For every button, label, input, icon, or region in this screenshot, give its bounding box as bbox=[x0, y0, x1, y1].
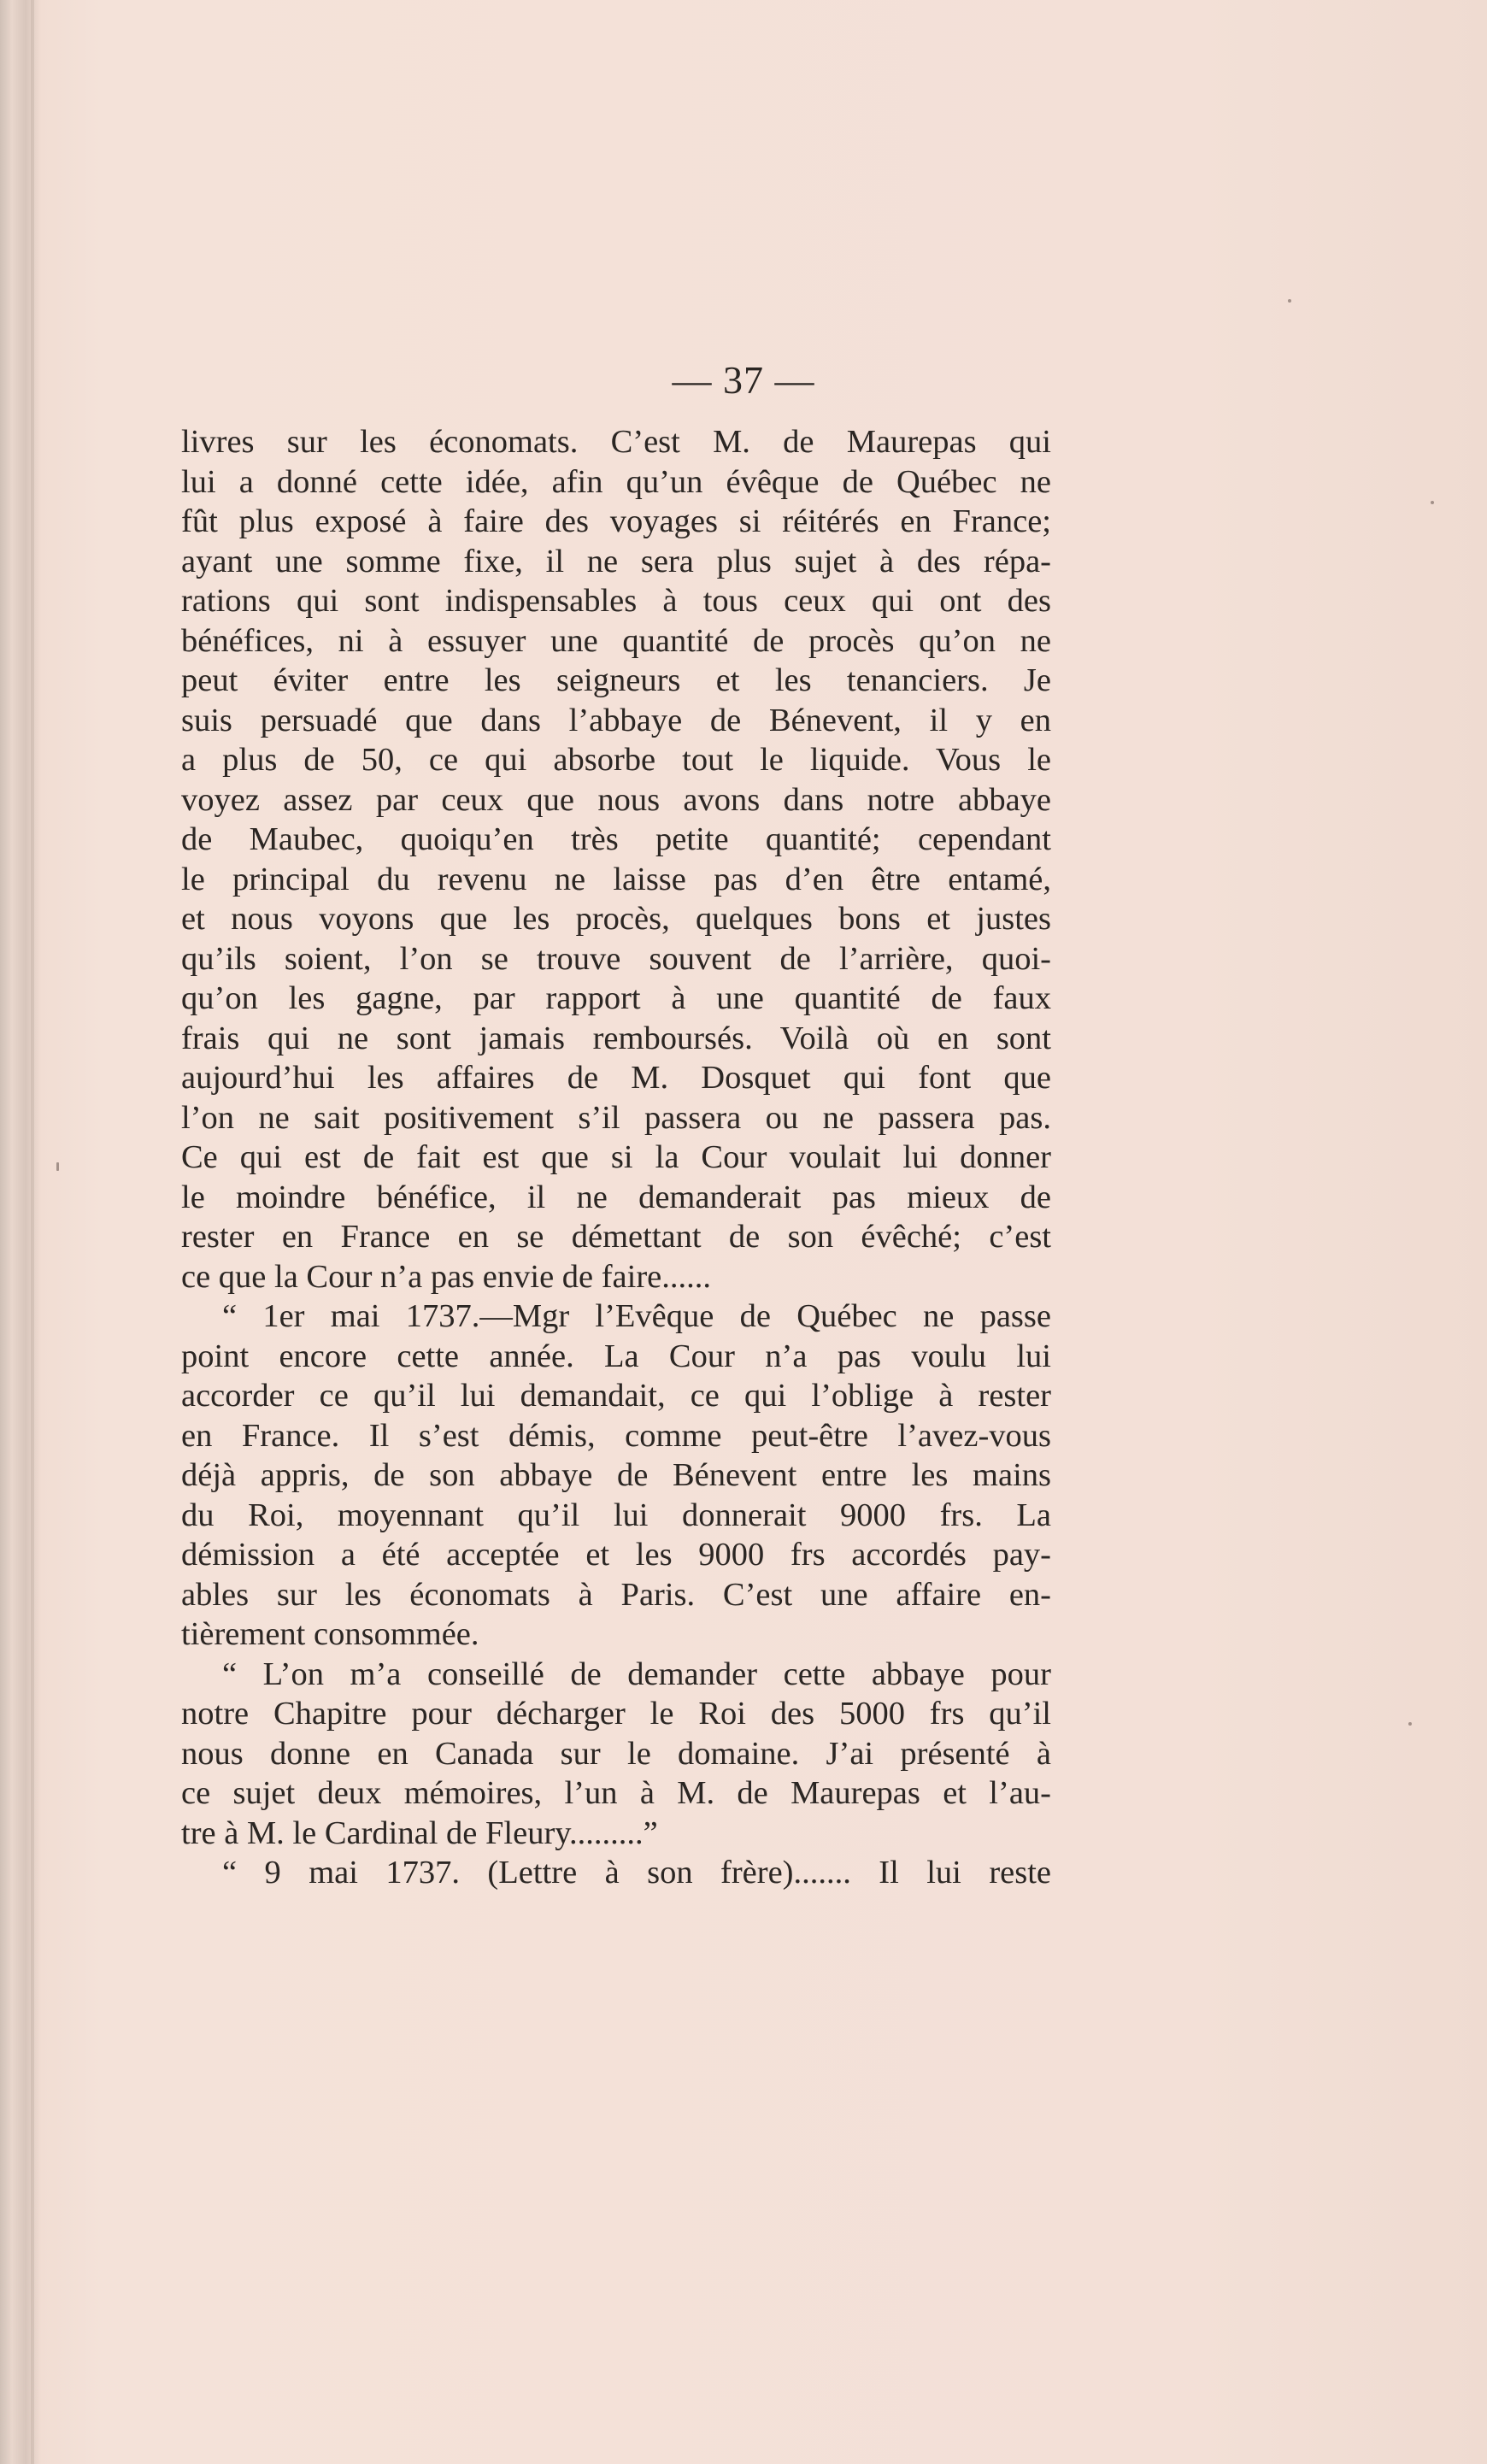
text-line: accorder ce qu’il lui demandait, ce qui l’oblige à rester bbox=[181, 1378, 1051, 1414]
text-line: “ 1er mai 1737.—Mgr l’Evêque de Québec ne passe bbox=[222, 1298, 1051, 1334]
text-line: aujourd’hui les affaires de M. Dosquet qui font que bbox=[181, 1060, 1051, 1096]
text-line: livres sur les économats. C’est M. de Maurepas qui bbox=[181, 424, 1051, 460]
text-line: de Maubec, quoiqu’en très petite quantité; cependant bbox=[181, 821, 1051, 857]
text-line: “ L’on m’a conseillé de demander cette abbaye pour bbox=[222, 1655, 1051, 1692]
text-line: tre à M. le Cardinal de Fleury.........” bbox=[181, 1814, 658, 1851]
text-line: voyez assez par ceux que nous avons dans notre abbaye bbox=[181, 781, 1051, 818]
text-line: et nous voyons que les procès, quelques bons et justes bbox=[181, 901, 1051, 937]
text-line: ayant une somme fixe, il ne sera plus sujet à des répa- bbox=[181, 543, 1051, 579]
text-line: rations qui sont indispensables à tous ceux qui ont des bbox=[181, 583, 1051, 619]
text-line: tièrement consommée. bbox=[181, 1616, 479, 1652]
text-line: nous donne en Canada sur le domaine. J’ai présenté à bbox=[181, 1735, 1051, 1772]
paper-speck bbox=[1288, 299, 1291, 303]
text-line: ables sur les économats à Paris. C’est une affaire en- bbox=[181, 1576, 1051, 1613]
text-line: rester en France en se démettant de son évêché; c’est bbox=[181, 1219, 1051, 1255]
text-line: démission a été acceptée et les 9000 frs accordés pay- bbox=[181, 1537, 1051, 1573]
paper-speck bbox=[1408, 1722, 1412, 1726]
text-line: fût plus exposé à faire des voyages si réitérés en France; bbox=[181, 503, 1051, 539]
page-number: — 37 — bbox=[672, 358, 815, 402]
text-line: du Roi, moyennant qu’il lui donnerait 9000 frs. La bbox=[181, 1497, 1051, 1533]
text-line: notre Chapitre pour décharger le Roi des 5000 frs qu’il bbox=[181, 1696, 1051, 1732]
paper-speck bbox=[1431, 501, 1434, 504]
text-line: peut éviter entre les seigneurs et les tenanciers. Je bbox=[181, 662, 1051, 698]
text-line: frais qui ne sont jamais remboursés. Voilà où en sont bbox=[181, 1020, 1051, 1056]
text-line: qu’on les gagne, par rapport à une quantité de faux bbox=[181, 980, 1051, 1016]
text-line: le principal du revenu ne laisse pas d’en être entamé, bbox=[181, 861, 1051, 897]
text-line: déjà appris, de son abbaye de Bénevent entre les mains bbox=[181, 1457, 1051, 1493]
text-line: lui a donné cette idée, afin qu’un évêque de Québec ne bbox=[181, 463, 1051, 500]
text-line: ce sujet deux mémoires, l’un à M. de Maurepas et l’au- bbox=[181, 1775, 1051, 1811]
text-line: Ce qui est de fait est que si la Cour voulait lui donner bbox=[181, 1139, 1051, 1175]
text-line: en France. Il s’est démis, comme peut-être l’avez-vous bbox=[181, 1417, 1051, 1454]
text-line: “ 9 mai 1737. (Lettre à son frère)....... Il lui reste bbox=[222, 1855, 1051, 1891]
text-line: bénéfices, ni à essuyer une quantité de procès qu’on ne bbox=[181, 622, 1051, 659]
body-text bbox=[181, 422, 1051, 1893]
text-line: le moindre bénéfice, il ne demanderait pas mieux de bbox=[181, 1179, 1051, 1215]
text-line: ce que la Cour n’a pas envie de faire...... bbox=[181, 1258, 712, 1295]
text-line: point encore cette année. La Cour n’a pas voulu lui bbox=[181, 1338, 1051, 1374]
text-line: qu’ils soient, l’on se trouve souvent de l’arrière, quoi- bbox=[181, 940, 1051, 977]
paper-speck bbox=[56, 1162, 59, 1171]
text-line: a plus de 50, ce qui absorbe tout le liquide. Vous le bbox=[181, 742, 1051, 778]
text-line: suis persuadé que dans l’abbaye de Bénevent, il y en bbox=[181, 702, 1051, 738]
text-line: l’on ne sait positivement s’il passera ou ne passera pas. bbox=[181, 1099, 1051, 1136]
